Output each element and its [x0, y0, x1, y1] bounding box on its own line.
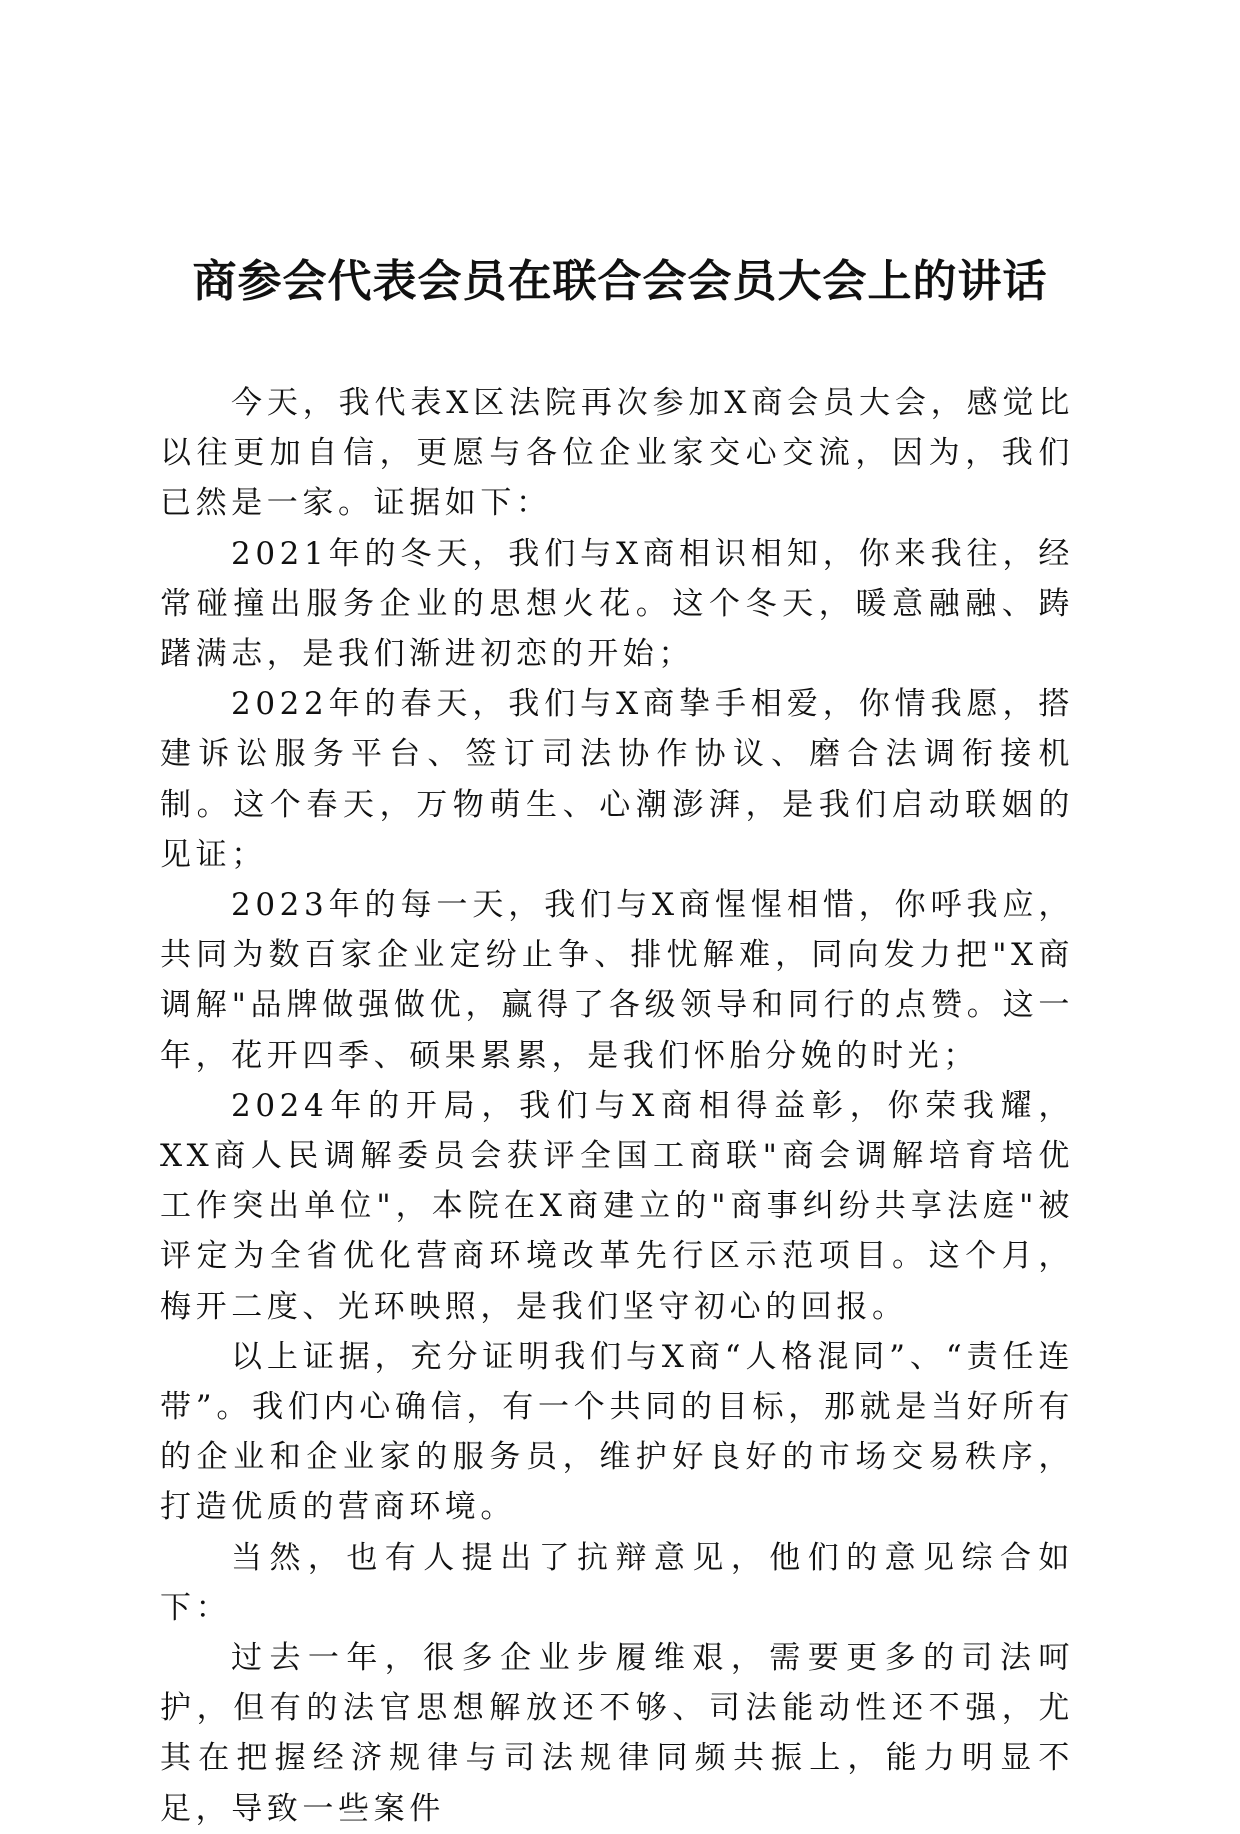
paragraph-2: 2021年的冬天，我们与X商相识相知，你来我往，经常碰撞出服务企业的思想火花。这个冬天，暖意融融、踌躇满志，是我们渐进初恋的开始；: [160, 535, 1074, 673]
document-body: [160, 378, 1074, 1834]
paragraph-5: 2024年的开局，我们与X商相得益彰，你荣我耀，XX商人民调解委员会获评全国工商联"商会调解培育培优工作突出单位"，本院在X商建立的"商事纠纷共享法庭"被评定为全省优化营商环境改革先行区示范项目。这个月，梅开二度、光环映照，是我们坚守初心的回报。: [160, 1087, 1074, 1325]
paragraph-7: 当然，也有人提出了抗辩意见，他们的意见综合如下：: [160, 1539, 1074, 1626]
paragraph-6: 以上证据，充分证明我们与X商“人格混同”、“责任连带”。我们内心确信，有一个共同的目标，那就是当好所有的企业和企业家的服务员，维护好良好的市场交易秩序，打造优质的营商环境。: [160, 1338, 1074, 1526]
paragraph-8: 过去一年，很多企业步履维艰，需要更多的司法呵护，但有的法官思想解放还不够、司法能动性还不强，尤其在把握经济规律与司法规律同频共振上，能力明显不足，导致一些案件: [160, 1640, 1074, 1827]
paragraph-4: 2023年的每一天，我们与X商惺惺相惜，你呼我应，共同为数百家企业定纷止争、排忧解难，同向发力把"X商调解"品牌做强做优，赢得了各级领导和同行的点赞。这一年，花开四季、硕果累累，是我们怀胎分娩的时光；: [160, 887, 1074, 1074]
document-title: 商参会代表会员在联合会会员大会上的讲话: [192, 256, 1048, 307]
paragraph-1: 今天，我代表X区法院再次参加X商会员大会，感觉比以往更加自信，更愿与各位企业家交心交流，因为，我们已然是一家。证据如下：: [160, 385, 1074, 522]
paragraph-3: 2022年的春天，我们与X商挚手相爱，你情我愿，搭建诉讼服务平台、签订司法协作协议、磨合法调衔接机制。这个春天，万物萌生、心潮澎湃，是我们启动联姻的见证；: [160, 686, 1074, 873]
